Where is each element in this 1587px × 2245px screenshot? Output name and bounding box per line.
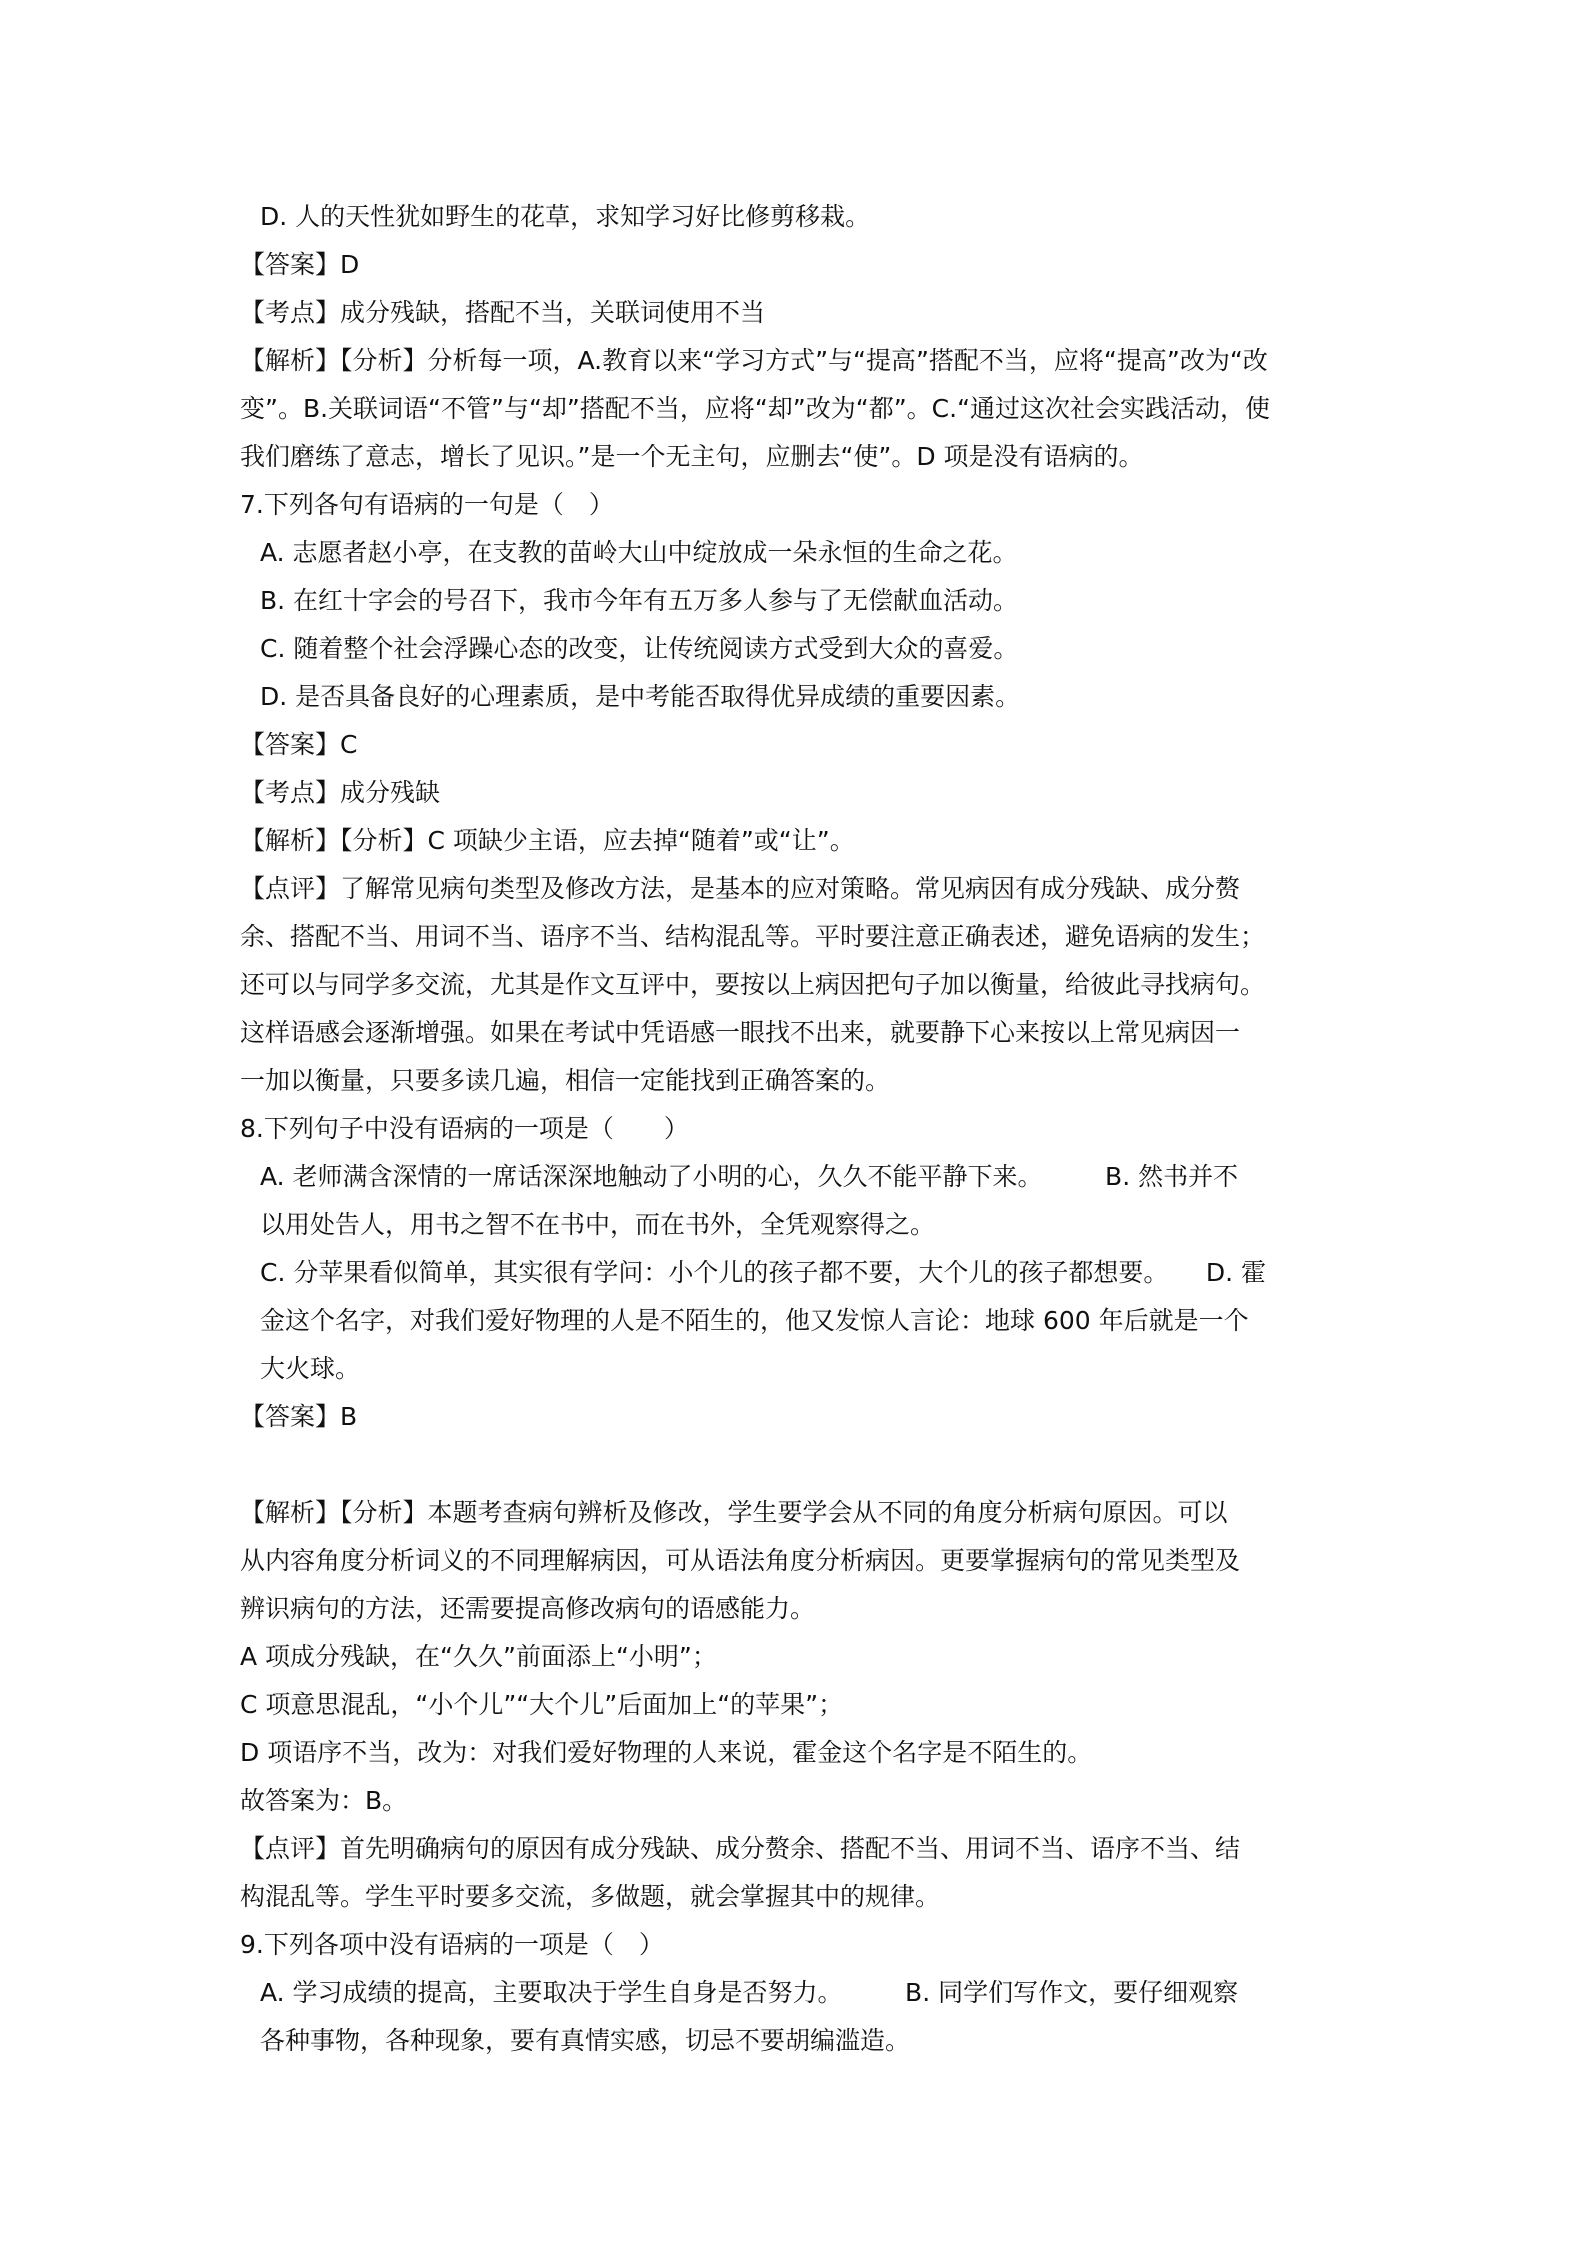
text-line: 还可以与同学多交流，尤其是作文互评中，要按以上病因把句子加以衡量，给彼此寻找病句。 <box>240 970 1266 999</box>
text-line: 【解析】【分析】分析每一项，A.教育以来“学习方式”与“提高”搭配不当，应将“提高”改为“改 <box>240 346 1268 375</box>
text-line: 变”。B.关联词语“不管”与“却”搭配不当，应将“却”改为“都”。C.“通过这次社会实践活动，使 <box>240 394 1271 423</box>
text-line: 大火球。 <box>260 1354 361 1383</box>
text-line: D. 人的天性犹如野生的花草，求知学习好比修剪移栽。 <box>260 202 871 231</box>
text-line: 这样语感会逐渐增强。如果在考试中凭语感一眼找不出来，就要静下心来按以上常见病因一 <box>240 1018 1241 1047</box>
text-line: 【答案】C <box>240 730 358 759</box>
text-line: 9.下列各项中没有语病的一项是（ ） <box>240 1930 664 1959</box>
text-line: A. 志愿者赵小亭，在支教的苗岭大山中绽放成一朵永恒的生命之花。 <box>260 538 1018 567</box>
blank-line <box>240 1441 1360 1489</box>
document-body <box>240 193 1360 2065</box>
text-line: C. 随着整个社会浮躁心态的改变，让传统阅读方式受到大众的喜爱。 <box>260 634 1019 663</box>
text-line: 【考点】成分残缺，搭配不当，关联词使用不当 <box>240 298 766 327</box>
text-line: 余、搭配不当、用词不当、语序不当、结构混乱等。平时要注意正确表述，避免语病的发生； <box>240 922 1266 951</box>
text-line: D 项语序不当，改为：对我们爱好物理的人来说，霍金这个名字是不陌生的。 <box>240 1738 1093 1767</box>
text-line: A. 老师满含深情的一席话深深地触动了小明的心，久久不能平静下来。 B. 然书并不 <box>260 1162 1239 1191</box>
text-line: 金这个名字，对我们爱好物理的人是不陌生的，他又发惊人言论：地球 600 年后就是一个 <box>260 1306 1249 1335</box>
text-line: 【答案】B <box>240 1402 358 1431</box>
text-line: 8.下列句子中没有语病的一项是（ ） <box>240 1114 689 1143</box>
text-line: 故答案为：B。 <box>240 1786 408 1815</box>
text-line: 各种事物，各种现象，要有真情实感，切忌不要胡编滥造。 <box>260 2026 911 2055</box>
text-line: 【解析】【分析】本题考查病句辨析及修改，学生要学会从不同的角度分析病句原因。可以 <box>240 1498 1228 1527</box>
text-line: 【考点】成分残缺 <box>240 778 441 807</box>
text-line: 【点评】了解常见病句类型及修改方法，是基本的应对策略。常见病因有成分残缺、成分赘 <box>240 874 1241 903</box>
text-line: A 项成分残缺，在“久久”前面添上“小明”； <box>240 1642 717 1671</box>
text-line: 辨识病句的方法，还需要提高修改病句的语感能力。 <box>240 1594 816 1623</box>
text-line: 【解析】【分析】C 项缺少主语，应去掉“随着”或“让”。 <box>240 826 855 855</box>
text-line: C. 分苹果看似简单，其实很有学问：小个儿的孩子都不要，大个儿的孩子都想要。 D. 霍 <box>260 1258 1266 1287</box>
text-line: C 项意思混乱，“小个儿”“大个儿”后面加上“的苹果”； <box>240 1690 844 1719</box>
text-line: 【答案】D <box>240 250 360 279</box>
text-line: 构混乱等。学生平时要多交流，多做题，就会掌握其中的规律。 <box>240 1882 941 1911</box>
text-line: B. 在红十字会的号召下，我市今年有五万多人参与了无偿献血活动。 <box>260 586 1019 615</box>
text-line: 7.下列各句有语病的一句是（ ） <box>240 490 614 519</box>
text-line: 从内容角度分析词义的不同理解病因，可从语法角度分析病因。更要掌握病句的常见类型及 <box>240 1546 1241 1575</box>
text-line: A. 学习成绩的提高，主要取决于学生自身是否努力。 B. 同学们写作文，要仔细观察 <box>260 1978 1239 2007</box>
text-line: 【点评】首先明确病句的原因有成分残缺、成分赘余、搭配不当、用词不当、语序不当、结 <box>240 1834 1241 1863</box>
text-line: 以用处告人，用书之智不在书中，而在书外，全凭观察得之。 <box>260 1210 936 1239</box>
text-line: D. 是否具备良好的心理素质，是中考能否取得优异成绩的重要因素。 <box>260 682 1021 711</box>
text-line: 一加以衡量，只要多读几遍，相信一定能找到正确答案的。 <box>240 1066 891 1095</box>
text-line: 我们磨练了意志，增长了见识。”是一个无主句，应删去“使”。D 项是没有语病的。 <box>240 442 1144 471</box>
